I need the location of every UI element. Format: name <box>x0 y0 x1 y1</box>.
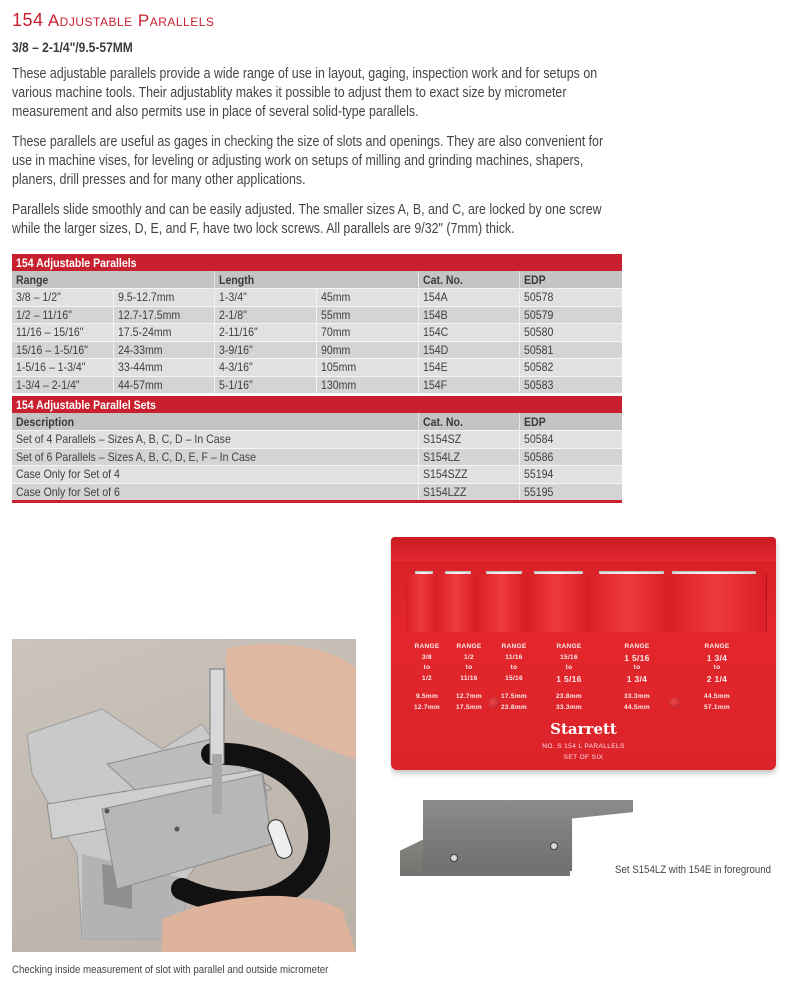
table-row <box>12 341 622 359</box>
case-rivet <box>669 697 681 709</box>
edp: 55194 <box>523 467 553 482</box>
header-edp: EDP <box>523 414 546 429</box>
parallel-sets-table <box>12 396 622 503</box>
case-set-line: SET OF SIX <box>563 754 604 761</box>
table-title-row <box>12 396 622 413</box>
cat-no: S154SZZ <box>422 467 468 482</box>
case-pocket <box>588 574 669 632</box>
cat-no: 154E <box>422 360 448 375</box>
range-mm: 12.7-17.5mm <box>117 307 180 322</box>
case-pocket <box>526 574 589 632</box>
table-title: 154 Adjustable Parallels <box>16 255 137 270</box>
case-rivet <box>488 697 500 709</box>
table-row <box>12 483 622 500</box>
cat-no: 154F <box>422 377 447 392</box>
range-mm: 17.5-24mm <box>117 325 171 340</box>
length-mm: 105mm <box>320 360 356 375</box>
case-range-label: RANGE 1/2 to 11/16 12.7mm 17.5mm <box>455 643 482 711</box>
range-in: 11/16 – 15/16" <box>16 325 84 340</box>
table-row <box>12 289 622 307</box>
range-in: 15/16 – 1-5/16" <box>16 342 88 357</box>
micrometer-illustration <box>12 639 356 952</box>
table-header-row <box>12 271 622 289</box>
edp: 50578 <box>523 290 553 305</box>
header-cat: Cat. No. <box>422 272 463 287</box>
parallel-set-photo <box>390 536 792 884</box>
length-in: 2-11/16" <box>218 325 258 340</box>
range-mm: 44-57mm <box>117 377 163 392</box>
case-range-label: RANGE 1 3/4 to 2 1/4 44.5mm 57.1mm <box>703 643 730 711</box>
length-in: 4-3/16" <box>218 360 253 375</box>
range-mm: 24-33mm <box>117 342 163 357</box>
case-model-line: NO. S 154 L PARALLELS <box>542 743 625 750</box>
page-subtitle: 3/8 – 2-1/4"/9.5-57MM <box>12 39 133 55</box>
adjustment-paragraph: Parallels slide smoothly and can be easily adjusted. The smaller sizes A, B, and C, are locked by one screw while the larger sizes, D, E, and F, have two lock screws. All parallels are 9/32" (7mm) thick. <box>12 202 602 237</box>
range-in: 1/2 – 11/16" <box>16 307 72 322</box>
table-header-row <box>12 413 622 431</box>
case-pocket <box>476 574 527 632</box>
cat-no: 154B <box>422 307 448 322</box>
table-row <box>12 376 622 393</box>
length-mm: 55mm <box>320 307 350 322</box>
lock-screw-icon <box>550 842 558 850</box>
title-number: 154 <box>12 10 44 30</box>
length-mm: 130mm <box>320 377 356 392</box>
length-mm: 70mm <box>320 325 350 340</box>
edp: 55195 <box>523 484 553 499</box>
cat-no: S154LZZ <box>422 484 466 499</box>
table-title-row <box>12 254 622 271</box>
header-description: Description <box>16 414 75 429</box>
cat-no: S154LZ <box>422 449 460 464</box>
range-mm: 33-44mm <box>117 360 163 375</box>
cat-no: 154C <box>422 325 448 340</box>
description: Set of 6 Parallels – Sizes A, B, C, D, E, F – In Case <box>16 449 257 464</box>
range-in: 1-5/16 – 1-3/4" <box>16 360 86 375</box>
parallel-set-photo-caption: Set S154LZ with 154E in foreground <box>615 864 772 876</box>
description: Set of 4 Parallels – Sizes A, B, C, D – In Case <box>16 432 231 447</box>
case-range-label: RANGE 1 5/16 to 1 3/4 33.3mm 44.5mm <box>623 643 650 711</box>
range-in: 1-3/4 – 2-1/4" <box>16 377 80 392</box>
length-in: 3-9/16" <box>218 342 253 357</box>
table-row <box>12 306 622 324</box>
length-in: 2-1/8" <box>218 307 247 322</box>
description: Case Only for Set of 6 <box>16 484 120 499</box>
cat-no: S154SZ <box>422 432 461 447</box>
edp: 50582 <box>523 360 553 375</box>
table-row <box>12 324 622 342</box>
table-row <box>12 431 622 449</box>
cat-no: 154A <box>422 290 448 305</box>
micrometer-photo-caption: Checking inside measurement of slot with parallel and outside micrometer <box>12 964 329 976</box>
edp: 50583 <box>523 377 553 392</box>
range-mm: 9.5-12.7mm <box>117 290 174 305</box>
header-edp: EDP <box>523 272 546 287</box>
case-pocket <box>668 574 767 632</box>
cat-no: 154D <box>422 342 448 357</box>
case-pocket <box>436 574 477 632</box>
header-length: Length <box>218 272 254 287</box>
table-row <box>12 359 622 377</box>
length-mm: 45mm <box>320 290 350 305</box>
edp: 50581 <box>523 342 553 357</box>
case-pocket <box>406 574 437 632</box>
case-range-label: RANGE 11/16 to 15/16 17.5mm 23.8mm <box>500 643 527 711</box>
parallels-table <box>12 254 622 393</box>
header-range: Range <box>16 272 49 287</box>
description: Case Only for Set of 4 <box>16 467 120 482</box>
edp: 50580 <box>523 325 553 340</box>
title-text: Adjustable Parallels <box>47 11 215 30</box>
length-mm: 90mm <box>320 342 350 357</box>
case-range-label: RANGE 3/8 to 1/2 9.5mm 12.7mm <box>413 643 440 711</box>
table-end-bar <box>12 500 622 503</box>
case-flap <box>391 537 776 561</box>
edp: 50586 <box>523 449 553 464</box>
uses-paragraph: These parallels are useful as gages in checking the size of slots and openings. They are also convenient for use in machine vises, for leveling or adjusting work on setups of milling and grinding machines, shapers, planers, drill presses and for many other applications. <box>12 134 604 188</box>
starrett-logo: Starrett <box>550 720 617 738</box>
edp: 50584 <box>523 432 553 447</box>
table-row <box>12 448 622 466</box>
edp: 50579 <box>523 307 553 322</box>
case-range-label: RANGE 15/16 to 1 5/16 23.8mm 33.3mm <box>555 643 582 711</box>
page-title <box>12 10 214 31</box>
intro-paragraph: These adjustable parallels provide a wide range of use in layout, gaging, inspection work and for setups on various machine tools. Their adjustablity makes it possible to adjust them to exact size by micrometer measurement and also permits use in place of several solid-type parallels. <box>12 66 598 120</box>
red-vinyl-case <box>391 537 776 770</box>
lock-screw-icon <box>450 854 458 862</box>
micrometer-photo <box>12 639 356 952</box>
table-row <box>12 466 622 484</box>
range-in: 3/8 – 1/2" <box>16 290 61 305</box>
length-in: 5-1/16" <box>218 377 253 392</box>
header-cat: Cat. No. <box>422 414 463 429</box>
table-title: 154 Adjustable Parallel Sets <box>16 397 156 412</box>
length-in: 1-3/4" <box>218 290 247 305</box>
